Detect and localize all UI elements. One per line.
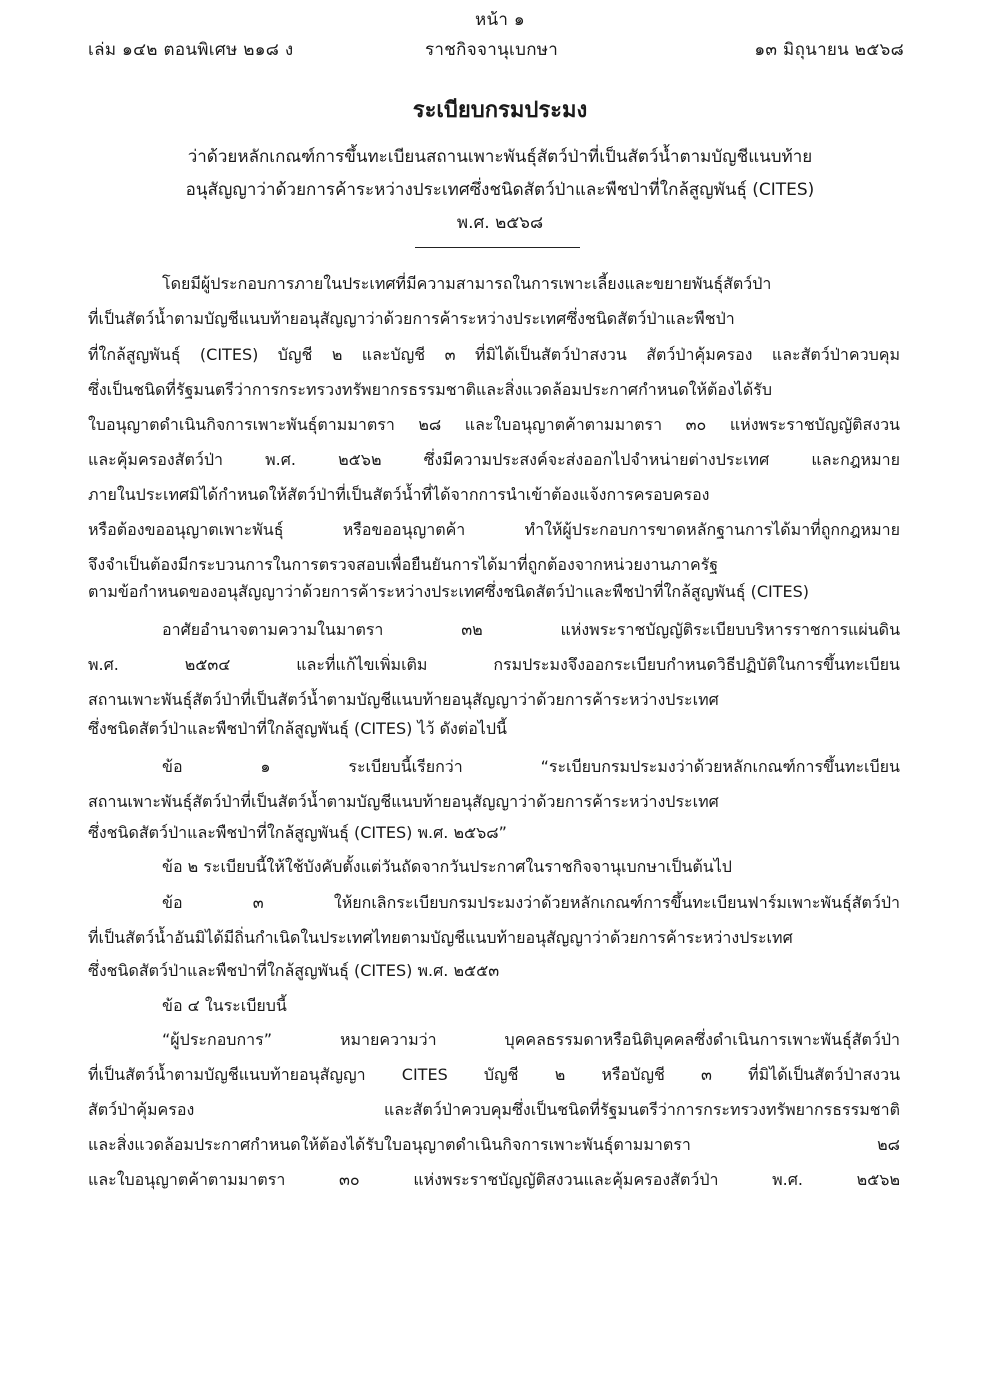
body-line: สถานเพาะพันธุ์สัตว์ป่าที่เป็นสัตว์น้ำตามบัญชีแนบท้ายอนุสัญญาว่าด้วยการค้าระหว่างประเทศ <box>88 792 719 811</box>
body-line: ที่ใกล้สูญพันธุ์ (CITES) บัญชี ๒ และบัญชี ๓ ที่มิได้เป็นสัตว์ป่าสงวน สัตว์ป่าคุ้มครอง และสัตว์ป่าควบคุม <box>88 345 900 364</box>
subtitle-line: พ.ศ. ๒๕๖๘ <box>456 213 544 233</box>
clause-1: ข้อ ๑ ระเบียบนี้เรียกว่า “ระเบียบกรมประมงว่าด้วยหลักเกณฑ์การขึ้นทะเบียน <box>162 757 900 776</box>
body-line: ที่เป็นสัตว์น้ำตามบัญชีแนบท้ายอนุสัญญาว่าด้วยการค้าระหว่างประเทศซึ่งชนิดสัตว์ป่าและพืชป่า <box>88 309 735 328</box>
page-number: หน้า ๑ <box>474 10 526 30</box>
body-line: ซึ่งชนิดสัตว์ป่าและพืชป่าที่ใกล้สูญพันธุ์ (CITES) พ.ศ. ๒๕๖๘” <box>88 823 507 842</box>
clause-4: ข้อ ๔ ในระเบียบนี้ <box>162 996 287 1015</box>
title-divider <box>415 247 580 248</box>
body-line: ซึ่งเป็นชนิดที่รัฐมนตรีว่าการกระทรวงทรัพยากรธรรมชาติและสิ่งแวดล้อมประกาศกำหนดให้ต้องได้รับ <box>88 380 772 399</box>
volume-info: เล่ม ๑๔๒ ตอนพิเศษ ๒๑๘ ง <box>88 40 294 60</box>
body-line: พ.ศ. ๒๕๓๔ และที่แก้ไขเพิ่มเติม กรมประมงจึงออกระเบียบกำหนดวิธีปฏิบัติในการขึ้นทะเบียน <box>88 655 900 674</box>
body-line: และคุ้มครองสัตว์ป่า พ.ศ. ๒๕๖๒ ซึ่งมีความประสงค์จะส่งออกไปจำหน่ายต่างประเทศ และกฎหมาย <box>88 450 900 469</box>
body-line: ซึ่งชนิดสัตว์ป่าและพืชป่าที่ใกล้สูญพันธุ์ (CITES) พ.ศ. ๒๕๕๓ <box>88 961 500 980</box>
publication-name: ราชกิจจานุเบกษา <box>425 40 559 60</box>
publication-date: ๑๓ มิถุนายน ๒๕๖๘ <box>754 40 904 60</box>
body-line: ใบอนุญาตดำเนินกิจการเพาะพันธุ์ตามมาตรา ๒๘ และใบอนุญาตค้าตามมาตรา ๓๐ แห่งพระราชบัญญัติสงวน <box>88 415 900 434</box>
body-line: สถานเพาะพันธุ์สัตว์ป่าที่เป็นสัตว์น้ำตามบัญชีแนบท้ายอนุสัญญาว่าด้วยการค้าระหว่างประเทศ <box>88 690 719 709</box>
body-line: สัตว์ป่าคุ้มครอง และสัตว์ป่าควบคุมซึ่งเป็นชนิดที่รัฐมนตรีว่าการกระทรวงทรัพยากรธรรมชาติ <box>88 1100 900 1119</box>
body-line: จึงจำเป็นต้องมีกระบวนการในการตรวจสอบเพื่อยืนยันการได้มาที่ถูกต้องจากหน่วยงานภาครัฐ <box>88 555 719 574</box>
body-line: ภายในประเทศมิได้กำหนดให้สัตว์ป่าที่เป็นสัตว์น้ำที่ได้จากการนำเข้าต้องแจ้งการครอบครอง <box>88 485 710 504</box>
subtitle-line: อนุสัญญาว่าด้วยการค้าระหว่างประเทศซึ่งชนิดสัตว์ป่าและพืชป่าที่ใกล้สูญพันธุ์ (CITES) <box>185 180 815 200</box>
definition-line: “ผู้ประกอบการ” หมายความว่า บุคคลธรรมดาหรือนิติบุคคลซึ่งดำเนินการเพาะพันธุ์สัตว์ป่า <box>162 1030 900 1049</box>
body-line: ตามข้อกำหนดของอนุสัญญาว่าด้วยการค้าระหว่างประเทศซึ่งชนิดสัตว์ป่าและพืชป่าที่ใกล้สูญพันธุ์ (CITES) <box>88 582 810 601</box>
clause-2: ข้อ ๒ ระเบียบนี้ให้ใช้บังคับตั้งแต่วันถัดจากวันประกาศในราชกิจจานุเบกษาเป็นต้นไป <box>162 857 732 876</box>
clause-3: ข้อ ๓ ให้ยกเลิกระเบียบกรมประมงว่าด้วยหลักเกณฑ์การขึ้นทะเบียนฟาร์มเพาะพันธุ์สัตว์ป่า <box>162 893 900 912</box>
body-line: อาศัยอำนาจตามความในมาตรา ๓๒ แห่งพระราชบัญญัติระเบียบบริหารราชการแผ่นดิน <box>162 620 900 639</box>
body-line: ที่เป็นสัตว์น้ำอันมิได้มีถิ่นกำเนิดในประเทศไทยตามบัญชีแนบท้ายอนุสัญญาว่าด้วยการค้าระหว่างประเทศ <box>88 928 793 947</box>
body-line: หรือต้องขออนุญาตเพาะพันธุ์ หรือขออนุญาตค้า ทำให้ผู้ประกอบการขาดหลักฐานการได้มาที่ถูกกฎหมาย <box>88 520 900 539</box>
body-line: ซึ่งชนิดสัตว์ป่าและพืชป่าที่ใกล้สูญพันธุ์ (CITES) ไว้ ดังต่อไปนี้ <box>88 719 507 738</box>
document-title: ระเบียบกรมประมง <box>412 98 588 123</box>
body-line: ที่เป็นสัตว์น้ำตามบัญชีแนบท้ายอนุสัญญา CITES บัญชี ๒ หรือบัญชี ๓ ที่มิได้เป็นสัตว์ป่าสงวน <box>88 1065 900 1084</box>
body-line: โดยมีผู้ประกอบการภายในประเทศที่มีความสามารถในการเพาะเลี้ยงและขยายพันธุ์สัตว์ป่า <box>162 274 772 293</box>
subtitle-line: ว่าด้วยหลักเกณฑ์การขึ้นทะเบียนสถานเพาะพันธุ์สัตว์ป่าที่เป็นสัตว์น้ำตามบัญชีแนบท้าย <box>187 147 813 167</box>
body-line: และสิ่งแวดล้อมประกาศกำหนดให้ต้องได้รับใบอนุญาตดำเนินกิจการเพาะพันธุ์ตามมาตรา ๒๘ <box>88 1135 900 1154</box>
body-line: และใบอนุญาตค้าตามมาตรา ๓๐ แห่งพระราชบัญญัติสงวนและคุ้มครองสัตว์ป่า พ.ศ. ๒๕๖๒ <box>88 1170 900 1189</box>
